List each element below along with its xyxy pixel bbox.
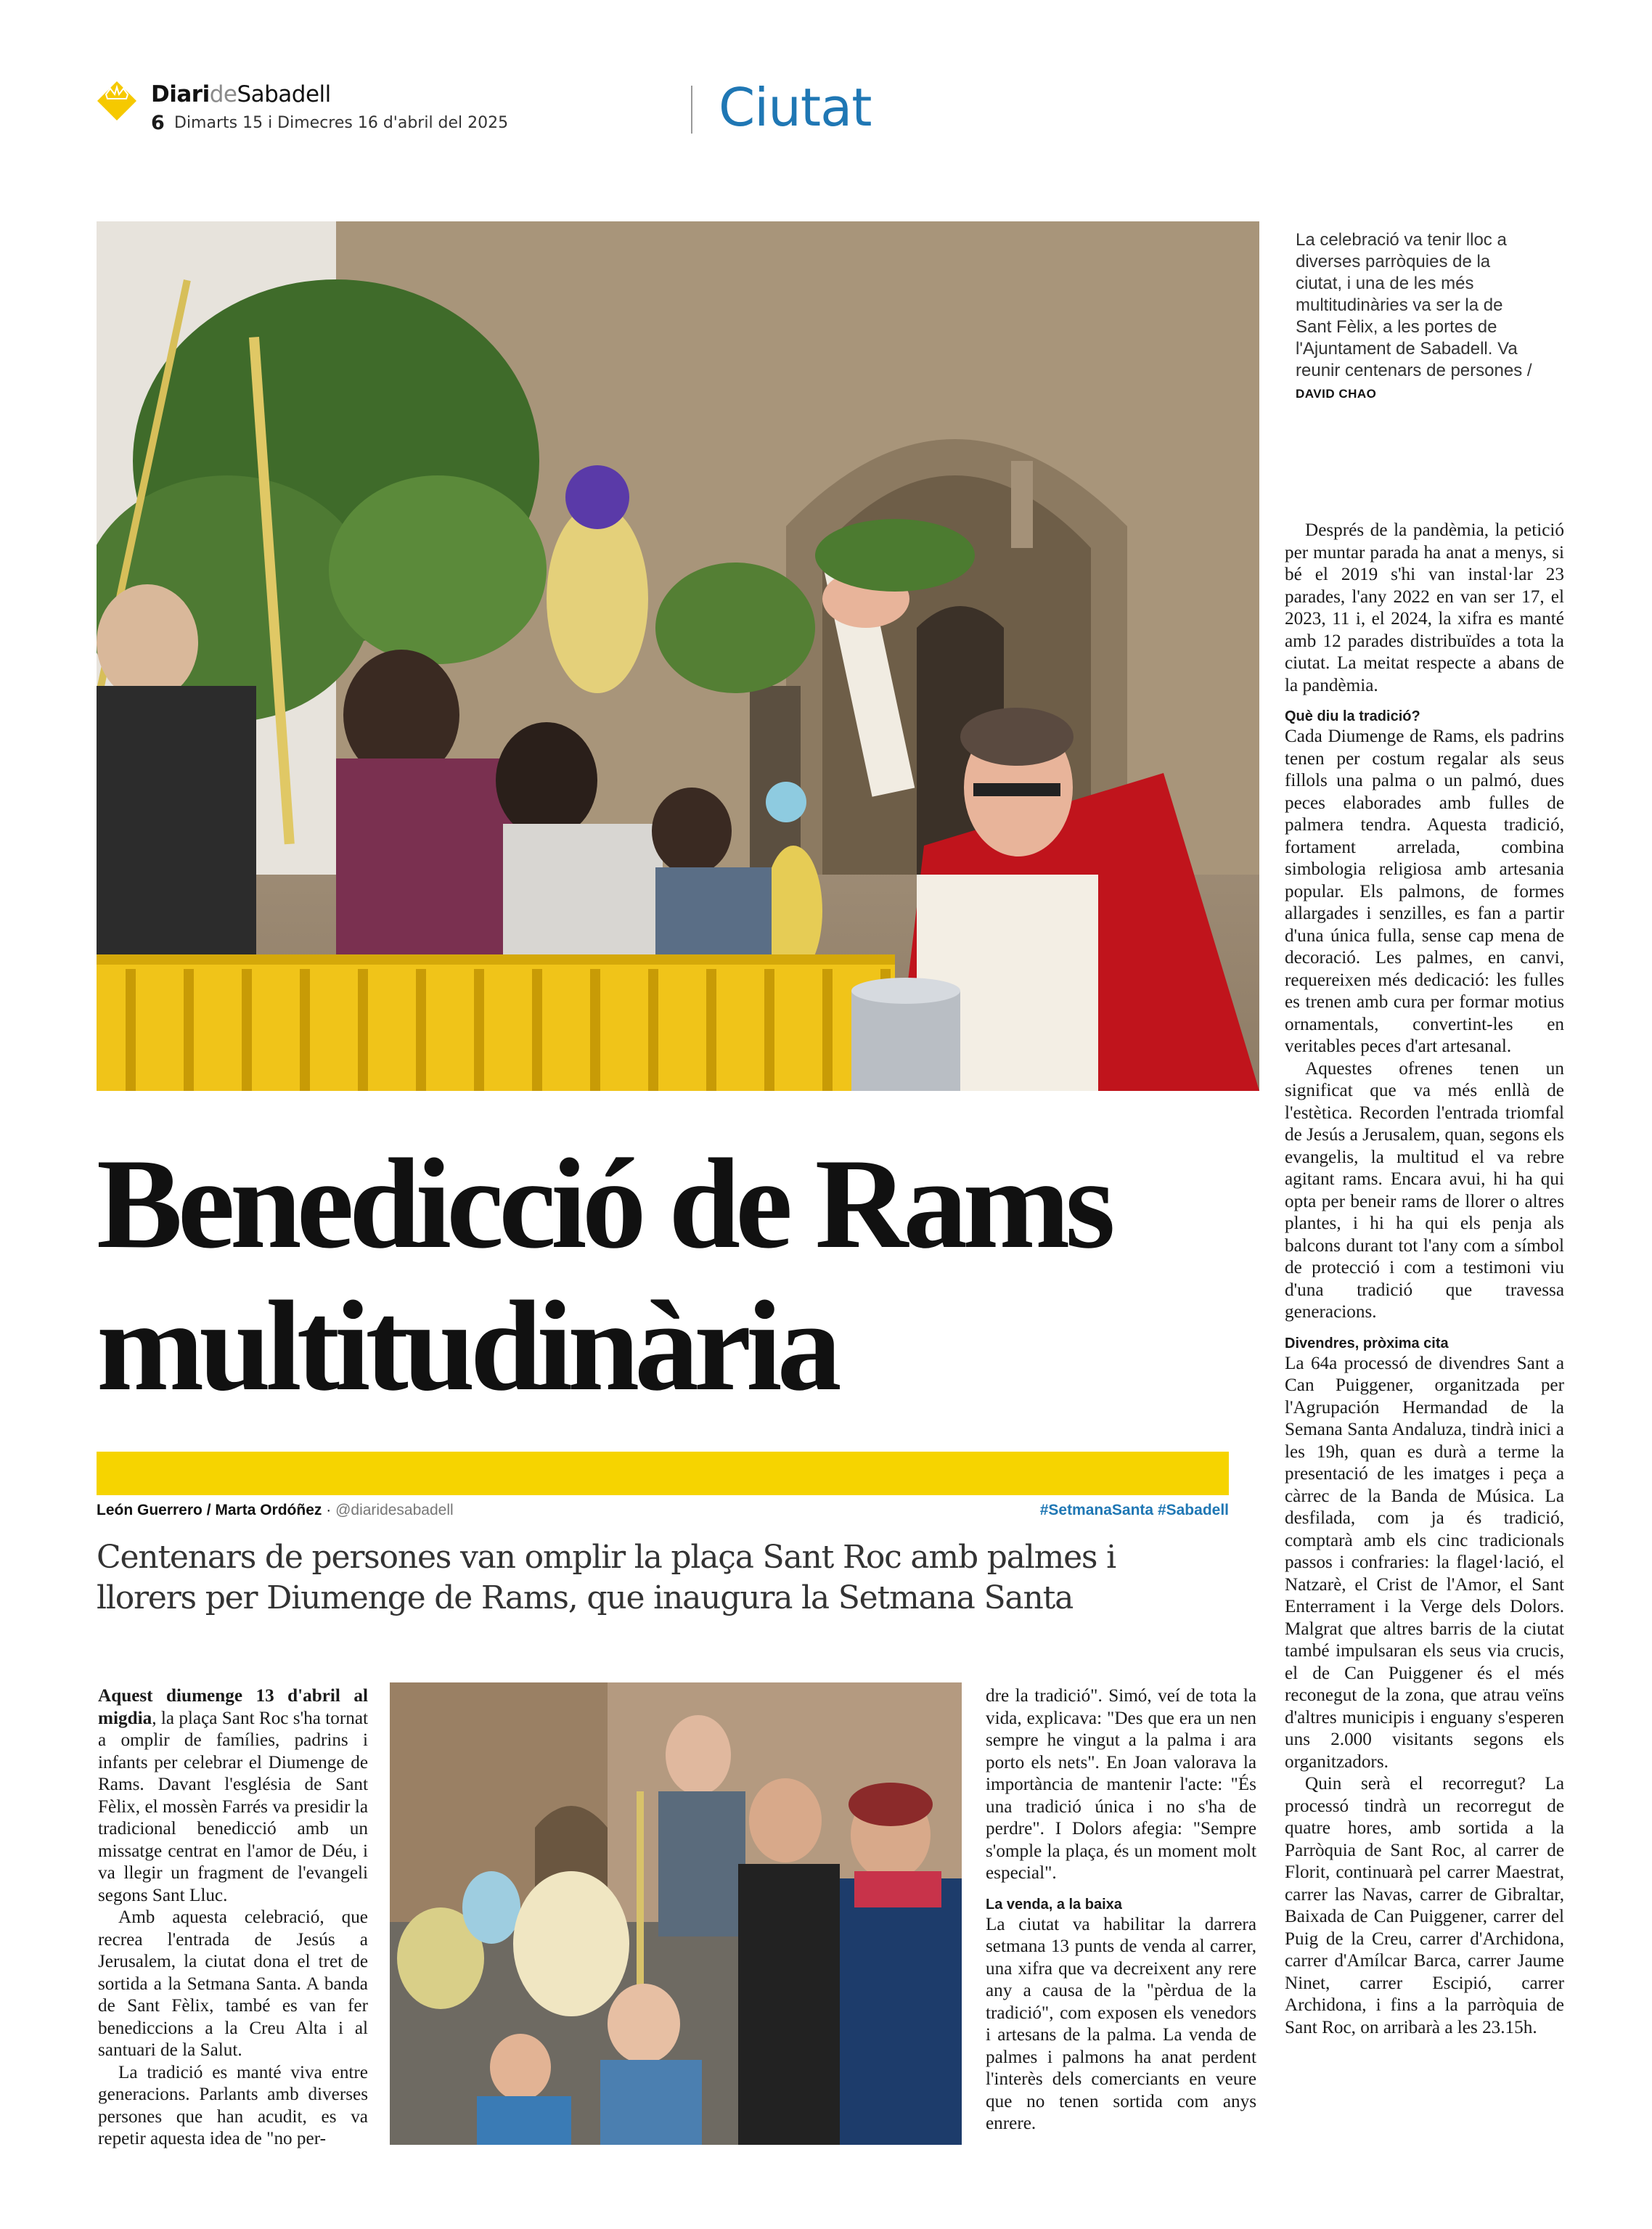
authors: León Guerrero / Marta Ordóñez (97, 1502, 322, 1518)
social-handle-link[interactable]: @diaridesabadell (335, 1502, 454, 1518)
highlight-bar (97, 1452, 1229, 1495)
caption-text: La celebració va tenir lloc a diverses parròquies de la ciutat, i una de les més multitudinàries va ser la de Sant Fèlix, a les portes de l'Ajuntament de Sabadell. Va reunir centenars de persones (1296, 230, 1523, 380)
lead-in: Aquest diumenge 13 d'abril al migdia (98, 1686, 368, 1728)
brand-sabadell: Sabadell (237, 81, 331, 107)
page-number: 6 (151, 112, 165, 134)
byline (97, 1502, 454, 1519)
newspaper-logo-icon (96, 80, 138, 122)
subheading: Divendres, pròxima cita (1285, 1335, 1449, 1351)
body-paragraph: Cada Diumenge de Rams, els padrins tenen per costum regalar als seus fillols una palma o un palmó, dues peces elaborades amb fulles de palmera tendra. Aquesta tradició, fortament arrelada, combina simbologia religiosa amb artesania popular. Els palmons, de formes allargades i senzilles, es fan a partir d'una única fulla, sense cap mena de decoració. Les palmes, en canvi, requereixen més dedicació: les fulles es trenen amb cura per formar motius ornamentals, convertint-les en veritables peces d'art artesanal. (1285, 727, 1564, 1056)
headline-line-1: Benedicció de Rams (97, 1132, 1111, 1275)
headline (97, 1132, 1272, 1417)
photo-caption (1296, 229, 1535, 405)
body-column-3 (986, 1685, 1256, 2135)
subheading: Què diu la tradició? (1285, 708, 1420, 724)
issue-date: Dimarts 15 i Dimecres 16 d'abril del 2025 (174, 114, 509, 132)
body-paragraph: La 64a processó de divendres Sant a Can Puiggener, organitzada per l'Agrupación Hermandad de la Semana Santa Andaluza, tindrà inici a les 19h, quan es durà a terme la presentació de les imatges i peça a càrrec de la Banda de Música. La desfilada, com ja és tradició, comptarà amb els cinc tradicionals passos i confraries: la flagel·lació, el Natzarè, el Crist de l'Amor, el Sant Enterrament i la Verge dels Dolors. Malgrat que altres barris de la ciutat també impulsaran els seus via crucis, el de Can Puiggener és el més reconegut de la zona, que atrau veïns d'altres municipis i enguany s'esperen uns 2.000 visitants segons els organitzadors. (1285, 1353, 1564, 1772)
brand-de: de (209, 81, 237, 107)
body-paragraph: La ciutat va habilitar la darrera setmana 13 punts de venda al carrer, una xifra que va decreixent any rere any a causa de la "pèrdua de la tradició", com exposen els venedors i artesans de la palma. La venda de palmes i palmons ha anat perdent l'interès dels comerciants en veure que no tenen sortida com anys enrere. (986, 1914, 1256, 2133)
standfirst: Centenars de persones van omplir la plaça Sant Roc amb palmes i llorers per Diumenge de Rams, que inaugura la Setmana Santa (97, 1539, 1116, 1616)
caption-separator: / (1526, 361, 1532, 380)
byline-separator: · (326, 1502, 332, 1518)
body-paragraph: Quin serà el recorregut? La processó tindrà un recorregut de quatre hores, amb sortida a la Parròquia de Sant Roc, al carrer de Florit, continuarà pel carrer Maestrat, carrer las Navas, carrer de Gibraltar, Baixada de Can Puiggener, carrer del Puig de la Creu, carrer d'Archidona, carrer d'Amílcar Barca, carrer Jaume Ninet, carrer Escipió, carrer Archidona, i fins a la parròquia de Sant Roc, on arribarà a les 23.15h. (1285, 1774, 1564, 2037)
masthead-brand[interactable] (151, 81, 331, 107)
body-paragraph: Aquestes ofrenes tenen un significat que va més enllà de l'estètica. Recorden l'entrada triomfal de Jesús a Jerusalem, quan, segons els evangelis, la multitud el va rebre agitant rams. Encara avui, hi ha qui opta per beneir rams de llorer o altres plantes, i hi ha qui els penja als balcons durant tot l'any com a símbol de protecció i com a testimoni viu d'una tradició que travessa generacions. (1285, 1058, 1564, 1322)
body-column-1 (98, 1685, 368, 2151)
body-column-right (1285, 520, 1564, 2039)
main-photo (97, 221, 1259, 1091)
section-divider (691, 86, 692, 134)
body-paragraph: Després de la pandèmia, la petició per muntar parada ha anat a menys, si bé el 2019 s'hi van instal·lar 23 parades, l'any 2022 en van ser 17, el 2023, 11 i, el 2024, la xifra es manté amb 12 parades distribuïdes a tota la ciutat. La meitat respecte a abans de la pandèmia. (1285, 520, 1564, 695)
section-title: Ciutat (719, 77, 872, 138)
photo-credit: DAVID CHAO (1296, 387, 1377, 401)
hashtags-link[interactable]: #SetmanaSanta #Sabadell (1039, 1502, 1229, 1518)
body-paragraph: Amb aquesta celebració, que recrea l'entrada de Jesús a Jerusalem, la ciutat dona el tret de sortida a la Setmana Santa. A banda de Sant Fèlix, també es van fer benediccions a la Creu Alta i al santuari de la Salut. (98, 1907, 368, 2060)
subheading: La venda, a la baixa (986, 1896, 1122, 1913)
brand-diari: Diari (151, 81, 210, 107)
body-paragraph (98, 1685, 368, 1907)
headline-line-2: multitudinària (97, 1274, 837, 1418)
body-paragraph: La tradició es manté viva entre generacions. Parlants amb diverses persones que han acudit, es va repetir aquesta idea de "no per- (98, 2062, 368, 2148)
secondary-photo (390, 1682, 962, 2145)
body-paragraph: dre la tradició". Simó, veí de tota la vida, explicava: "Des que era un nen sempre he vingut a la palma i ara porto els nets". En Joan valorava la importància de mantenir l'acte: "És una tradició única i no s'ha de perdre". I Dolors afegia: "Sempre s'omple la plaça, és un moment molt especial". (986, 1686, 1256, 1883)
body-text: , la plaça Sant Roc s'ha tornat a omplir de famílies, padrins i infants per celebrar el Diumenge de Rams. Davant l'església de Sant Fèlix, el mossèn Farrés va presidir la tradicional benedicció amb un missatge centrat en l'amor de Déu, i va llegir un fragment de l'evangeli segons Sant Lluc. (98, 1708, 368, 1905)
